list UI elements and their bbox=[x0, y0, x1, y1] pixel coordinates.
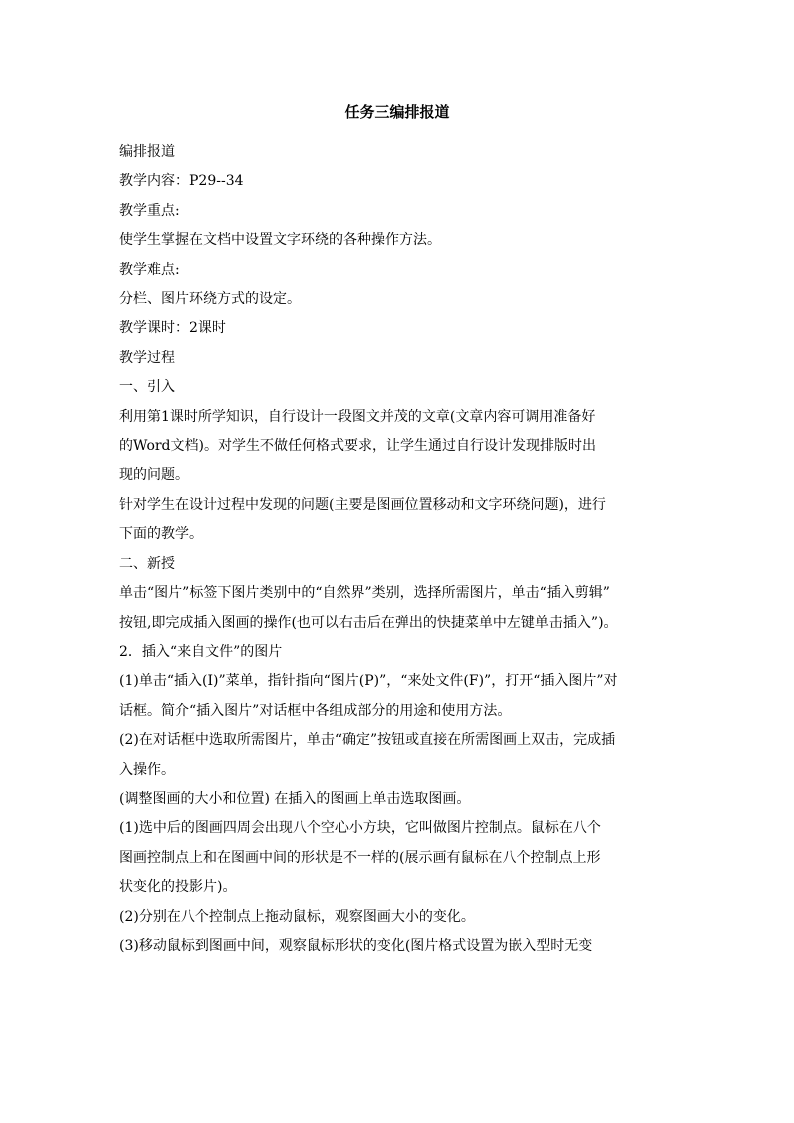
document-body bbox=[119, 138, 679, 961]
body-line: (3)移动鼠标到图画中间，观察鼠标形状的变化(图片格式设置为嵌入型时无变 bbox=[119, 937, 593, 954]
body-line: 状变化的投影片)。 bbox=[119, 879, 237, 896]
body-line: 单击“图片”标签下图片类别中的“自然界”类别，选择所需图片，单击“插入剪辑” bbox=[119, 585, 610, 602]
document-title: 任务三编排报道 bbox=[344, 103, 450, 121]
body-line: (1)选中后的图画四周会出现八个空心小方块，它叫做图片控制点。鼠标在八个 bbox=[119, 820, 601, 837]
body-line: 入操作。 bbox=[119, 761, 175, 778]
body-line: 的Word文档)。对学生不做任何格式要求，让学生通过自行设计发现排版时出 bbox=[119, 438, 596, 455]
body-line: 利用第1课时所学知识，自行设计一段图文并茂的文章(文章内容可调用准备好 bbox=[119, 408, 596, 425]
body-line: 2．插入“来自文件”的图片 bbox=[119, 643, 283, 660]
body-line: (调整图画的大小和位置) 在插入的图画上单击选取图画。 bbox=[119, 790, 471, 807]
body-line: (1)单击“插入(I)”菜单，指针指向“图片(P)”，“来处文件(F)”，打开“插入图片”对 bbox=[119, 673, 618, 690]
body-line: (2)在对话框中选取所需图片，单击“确定”按钮或直接在所需图画上双击，完成插 bbox=[119, 732, 616, 749]
body-line: 话框。简介“插入图片”对话框中各组成部分的用途和使用方法。 bbox=[119, 702, 512, 719]
body-line: 针对学生在设计过程中发现的问题(主要是图画位置移动和文字环绕问题)，进行 bbox=[119, 496, 606, 513]
body-line: 二、新授 bbox=[119, 555, 175, 572]
body-line: 一、引入 bbox=[119, 379, 175, 396]
body-line: 现的问题。 bbox=[119, 467, 189, 484]
body-line: 教学重点: bbox=[119, 202, 180, 219]
body-line: 教学过程 bbox=[119, 349, 175, 366]
body-line: 按钮,即完成插入图画的操作(也可以右击后在弹出的快捷菜单中左键单击插入”)。 bbox=[119, 614, 618, 631]
body-line: 教学课时：2课时 bbox=[119, 320, 226, 337]
body-line: 图画控制点上和在图画中间的形状是不一样的(展示画有鼠标在八个控制点上形 bbox=[119, 849, 601, 866]
body-line: 使学生掌握在文档中设置文字环绕的各种操作方法。 bbox=[119, 232, 441, 249]
body-line: 教学难点: bbox=[119, 261, 180, 278]
body-line: 下面的教学。 bbox=[119, 526, 203, 543]
body-line: (2)分别在八个控制点上拖动鼠标，观察图画大小的变化。 bbox=[119, 908, 475, 925]
body-line: 分栏、图片环绕方式的设定。 bbox=[119, 291, 301, 308]
body-line: 编排报道 bbox=[119, 144, 175, 160]
body-line: 教学内容：P29--34 bbox=[119, 173, 244, 190]
